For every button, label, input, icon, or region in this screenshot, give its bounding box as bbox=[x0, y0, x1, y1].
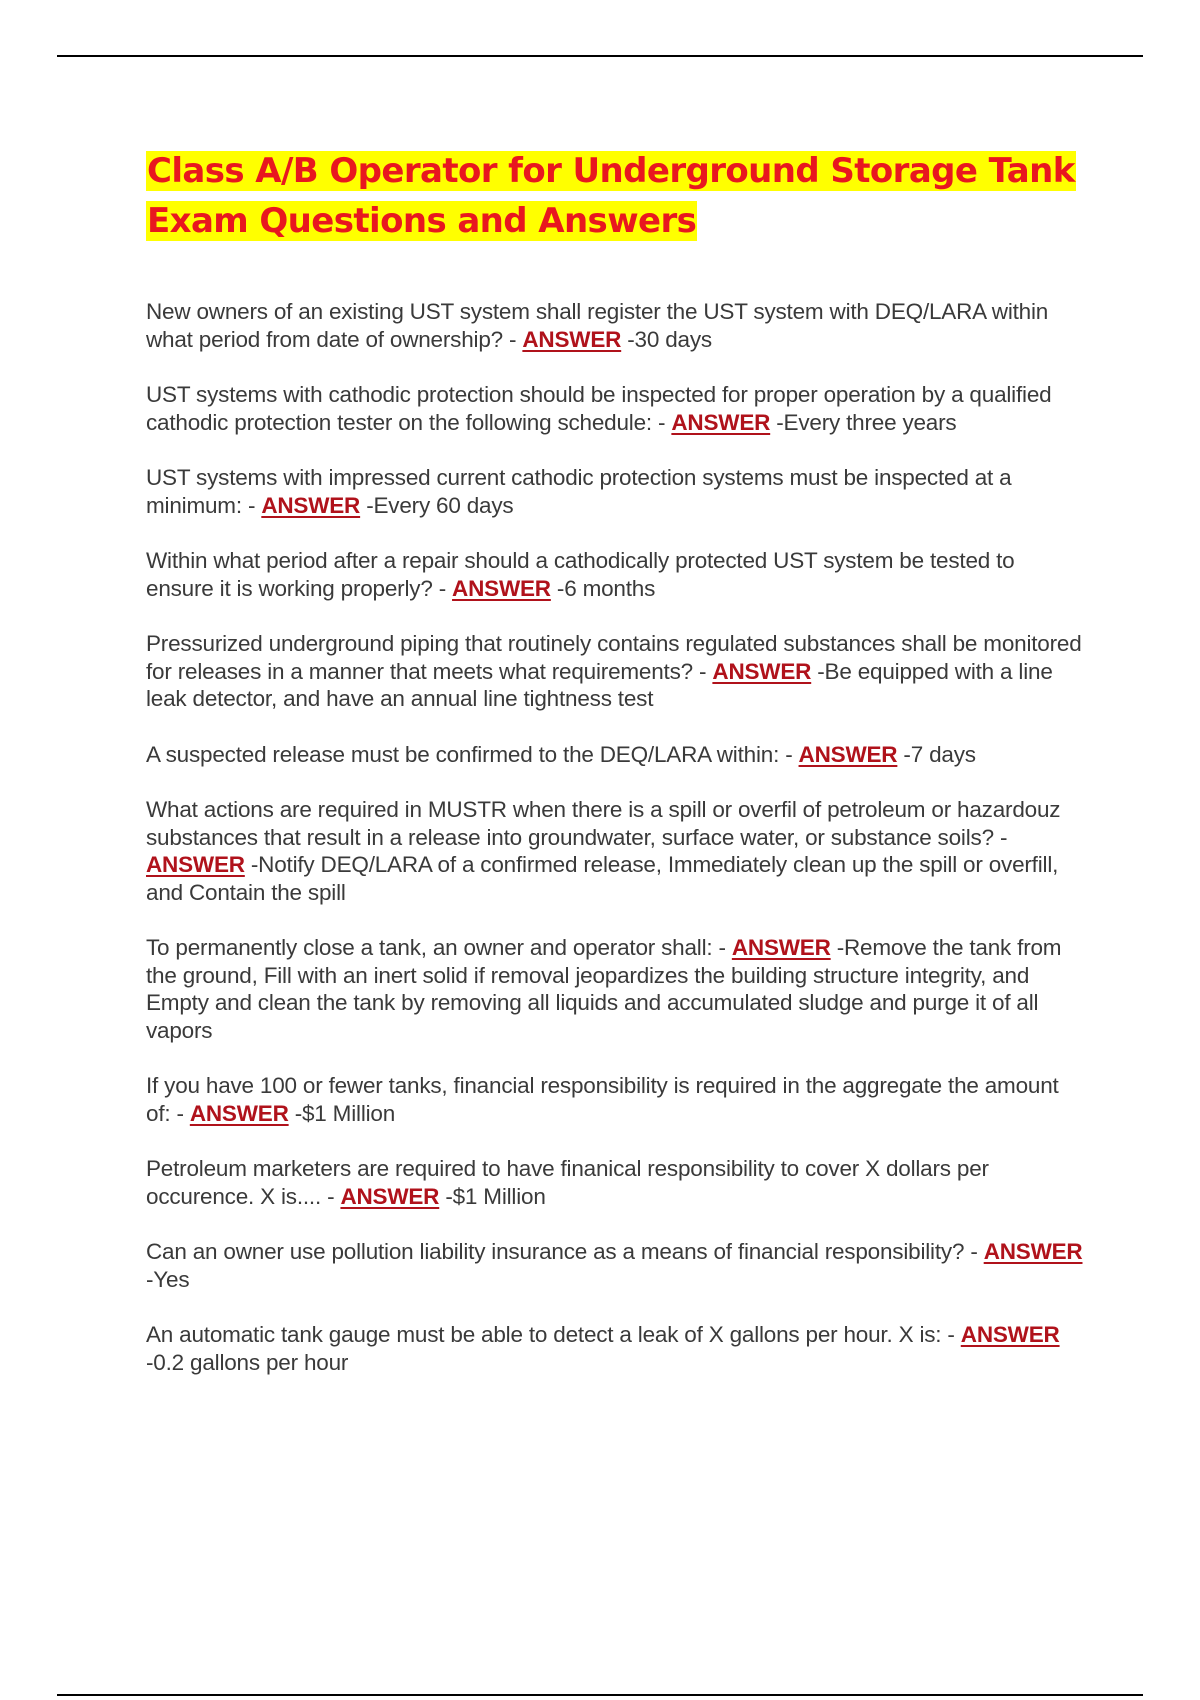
answer-tag: ANSWER bbox=[189, 1100, 289, 1126]
qa-item-4 bbox=[146, 547, 1086, 602]
answer-text: -Notify DEQ/LARA of a confirmed release, Immediately clean up the spill or overfill, and Contain the spill bbox=[146, 852, 1059, 905]
separator: - bbox=[779, 741, 799, 767]
answer-tag: ANSWER bbox=[712, 658, 812, 684]
separator: - bbox=[170, 1100, 190, 1126]
answer-tag: ANSWER bbox=[960, 1322, 1060, 1347]
qa-item-1 bbox=[146, 298, 1086, 353]
qa-item-3 bbox=[146, 464, 1086, 519]
qa-item-8 bbox=[146, 934, 1086, 1044]
answer-tag: ANSWER bbox=[261, 492, 361, 518]
separator: - bbox=[432, 575, 453, 601]
qa-item-5 bbox=[146, 630, 1086, 713]
question-text: Pressurized underground piping that routinely contains regulated substances shall be monitored for releases in a manner that meets what requirements? bbox=[146, 631, 1082, 684]
answer-tag: ANSWER bbox=[522, 326, 622, 352]
answer-text: -Every three years bbox=[776, 409, 957, 435]
header-rule bbox=[57, 55, 1143, 57]
question-text: UST systems with cathodic protection should be inspected for proper operation by a qualified cathodic protection tester on the following schedule: bbox=[146, 382, 1052, 435]
separator: - bbox=[712, 935, 732, 960]
question-text: An automatic tank gauge must be able to detect a leak of X gallons per hour. X is: bbox=[146, 1322, 942, 1347]
answer-tag: ANSWER bbox=[983, 1239, 1083, 1264]
qa-item-6 bbox=[146, 741, 1086, 769]
document-title bbox=[146, 146, 1076, 246]
question-text: UST systems with impressed current cathodic protection systems must be inspected at a minimum: bbox=[146, 465, 1012, 518]
separator: - bbox=[241, 492, 262, 518]
separator: - bbox=[502, 326, 523, 352]
answer-tag: ANSWER bbox=[798, 741, 898, 767]
answer-text: -6 months bbox=[556, 575, 656, 601]
separator: - bbox=[692, 658, 713, 684]
question-text: If you have 100 or fewer tanks, financial responsibility is required in the aggregate the amount of: bbox=[146, 1073, 1059, 1126]
question-text: A suspected release must be confirmed to the DEQ/LARA within: bbox=[146, 741, 780, 767]
answer-text: -$1 Million bbox=[294, 1100, 396, 1126]
question-text: Can an owner use pollution liability insurance as a means of financial responsibility? bbox=[146, 1239, 965, 1264]
answer-tag: ANSWER bbox=[731, 935, 831, 960]
answer-text: -Be equipped with a line leak detector, and have an annual line tightness test bbox=[146, 658, 1053, 711]
question-text: To permanently close a tank, an owner and operator shall: bbox=[146, 935, 713, 960]
answer-text: -30 days bbox=[627, 326, 712, 352]
answer-tag: ANSWER bbox=[146, 852, 245, 877]
footer-rule bbox=[57, 1694, 1143, 1696]
qa-list bbox=[146, 298, 1086, 1404]
separator: - bbox=[964, 1239, 984, 1264]
qa-item-11 bbox=[146, 1238, 1086, 1293]
separator: - bbox=[993, 824, 1008, 850]
answer-text: -0.2 gallons per hour bbox=[146, 1349, 349, 1375]
separator: - bbox=[321, 1183, 341, 1209]
separator: - bbox=[941, 1322, 961, 1347]
answer-tag: ANSWER bbox=[340, 1183, 440, 1209]
qa-item-9 bbox=[146, 1072, 1086, 1127]
qa-item-12 bbox=[146, 1321, 1086, 1376]
separator: - bbox=[651, 409, 672, 435]
qa-item-7 bbox=[146, 796, 1086, 906]
question-text: Petroleum marketers are required to have finanical responsibility to cover X dollars per occurence. X is.... bbox=[146, 1156, 989, 1209]
answer-text: -$1 Million bbox=[445, 1183, 546, 1209]
question-text: New owners of an existing UST system shall register the UST system with DEQ/LARA within what period from date of ownership? bbox=[146, 299, 1049, 352]
question-text: What actions are required in MUSTR when there is a spill or overfil of petroleum or hazardouz substances that result in a release into groundwater, surface water, or substance soils? bbox=[146, 797, 1061, 850]
answer-text: -Yes bbox=[146, 1266, 190, 1292]
answer-text: -7 days bbox=[903, 741, 976, 767]
answer-tag: ANSWER bbox=[671, 409, 771, 435]
document-title-text: Class A/B Operator for Underground Storage Tank Exam Questions and Answers bbox=[147, 151, 1075, 241]
answer-text: -Remove the tank from the ground, Fill with an inert solid if removal jeopardizes the building structure integrity, and Empty and clean the tank by removing all liquids and accumulated sludge and purge it of all vapors bbox=[146, 935, 1062, 1043]
answer-tag: ANSWER bbox=[452, 575, 551, 601]
answer-text: -Every 60 days bbox=[366, 492, 514, 518]
question-text: Within what period after a repair should a cathodically protected UST system be tested to ensure it is working properly? bbox=[146, 548, 1015, 601]
qa-item-2 bbox=[146, 381, 1086, 436]
qa-item-10 bbox=[146, 1155, 1086, 1210]
